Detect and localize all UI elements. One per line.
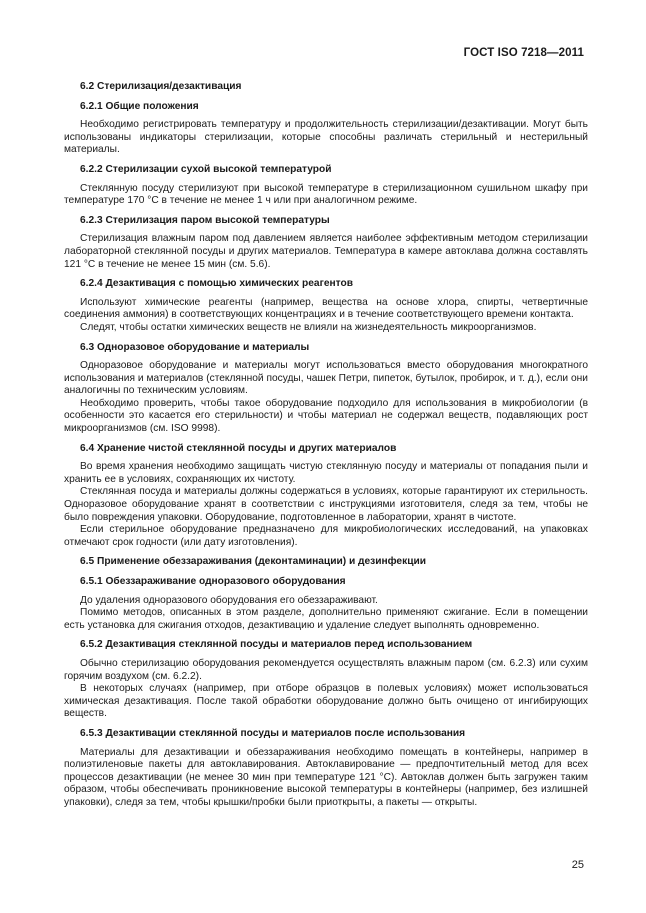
section-heading: 6.3 Одноразовое оборудование и материалы (80, 341, 310, 353)
paragraph: Необходимо проверить, чтобы такое оборудование подходило для использования в микробиологии (в особенности это касается его стерильности) и чтобы материал не содержал веществ, подавляющих рост микроорганизмов (см. ISO 9998). (64, 397, 588, 435)
section-heading: 6.2.3 Стерилизация паром высокой температуры (80, 214, 330, 226)
paragraph: Используют химические реагенты (например, вещества на основе хлора, спирты, четвертичные соединения аммония) в соответствующих концентрациях и в течение соответствующего времени контакта. (64, 296, 588, 321)
page-number: 25 (571, 859, 584, 871)
section-s651 (64, 576, 588, 632)
section-heading: 6.5 Применение обеззараживания (деконтаминации) и дезинфекции (80, 556, 426, 568)
section-heading: 6.5.2 Дезактивация стеклянной посуды и материалов перед использованием (80, 639, 473, 651)
paragraph: До удаления одноразового оборудования его обеззараживают. (80, 594, 378, 606)
section-heading: 6.2.2 Стерилизации сухой высокой температурой (80, 163, 332, 175)
paragraph: Если стерильное оборудование предназначено для микробиологических исследований, на упаковках отмечают срок годности (или дату изготовления). (64, 524, 588, 548)
standard-header: ГОСТ ISO 7218—2011 (463, 47, 584, 59)
paragraph: Одноразовое оборудование и материалы могут использоваться вместо оборудования многократного использования и материалов (стеклянной посуды, чашек Петри, пипеток, бутылок, пробирок, и т. д.), если они аналогичны по техническим условиям. (64, 360, 588, 397)
section-s621 (64, 101, 588, 157)
paragraph: Помимо методов, описанных в этом разделе, дополнительно применяют сжигание. Если в помещении есть установка для сжигания отходов, дезактивацию и удаление следует выполнять одновременно. (64, 607, 588, 631)
section-s622 (64, 164, 588, 208)
section-s652 (64, 639, 588, 721)
section-heading: 6.2.1 Общие положения (80, 100, 199, 112)
section-heading: 6.4 Хранение чистой стеклянной посуды и других материалов (80, 442, 397, 454)
paragraph: Стерилизация влажным паром под давлением является наиболее эффективным методом стерилизации лабораторной стеклянной посуды и других материалов. Температура в камере автоклава должна составлять 121 °С в течение не менее 15 мин (см. 5.6). (64, 233, 588, 270)
section-heading: 6.2 Стерилизация/дезактивация (80, 81, 242, 92)
paragraph: В некоторых случаях (например, при отборе образцов в полевых условиях) может использоваться химическая дезактивация. После такой обработки оборудование должно быть очищено от ингибирующих веществ. (64, 683, 588, 720)
section-s624 (64, 278, 588, 334)
section-s63 (64, 342, 588, 436)
section-heading: 6.5.3 Дезактивации стеклянной посуды и материалов после использования (80, 727, 466, 739)
section-s64 (64, 443, 588, 550)
section-s653 (64, 728, 588, 810)
paragraph: Необходимо регистрировать температуру и продолжительность стерилизации/дезактивации. Могут быть использованы индикаторы стерилизации, которые способны различать стерильный и нестерильный материалы. (64, 119, 588, 156)
paragraph: Обычно стерилизацию оборудования рекомендуется осуществлять влажным паром (см. 6.2.3) или сухим горячим воздухом (см. 6.2.2). (64, 657, 588, 682)
section-heading: 6.5.1 Обеззараживание одноразового оборудования (80, 576, 346, 587)
section-s62 (64, 81, 588, 94)
section-s623 (64, 215, 588, 271)
section-s65 (64, 556, 588, 569)
paragraph: Стеклянную посуду стерилизуют при высокой температуре в стерилизационном сушильном шкафу при температуре 170 °С в течение не менее 1 ч или при аналогичном режиме. (64, 182, 588, 207)
paragraph: Материалы для дезактивации и обеззараживания необходимо помещать в контейнеры, например в полиэтиленовые пакеты для автоклавирования. Автоклавирование — предпочтительный метод для всех процессов дезактивации (не менее 30 мин при температуре 121 °С). Автоклав должен быть загружен таким образом, чтобы обеспечивать проникновение высокой температуры в контейнеры (например, без излишней упаковки), следя за тем, чтобы крышки/пробки были приоткрыты, а пакеты — открыты. (64, 746, 588, 808)
document-body (64, 81, 588, 817)
section-heading: 6.2.4 Дезактивация с помощью химических реагентов (80, 278, 353, 290)
paragraph: Стеклянная посуда и материалы должны содержаться в условиях, которые гарантируют их стерильность. Одноразовое оборудование хранят в соответствии с инструкциями изготовителя, следя за тем, чтобы не было повреждения упаковки. Оборудование, подготовленное в лаборатории, хранят в чистоте. (64, 486, 588, 523)
paragraph: Во время хранения необходимо защищать чистую стеклянную посуду и материалы от попадания пыли и хранить ее в условиях, сохраняющих их чистоту. (64, 461, 588, 485)
paragraph: Следят, чтобы остатки химических веществ не влияли на жизнедеятельность микроорганизмов. (80, 321, 537, 333)
